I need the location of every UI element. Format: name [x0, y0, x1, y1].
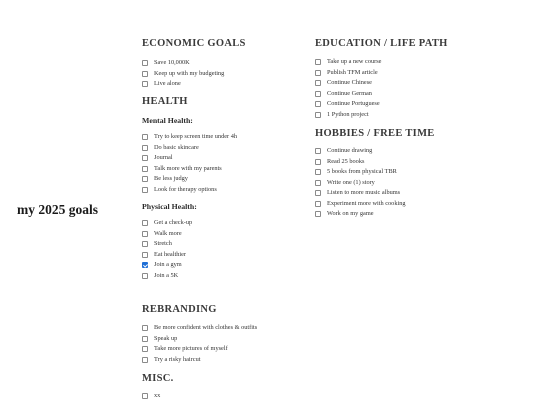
- section-heading-hobbies: HOBBIES / FREE TIME: [315, 128, 435, 139]
- checklist-item-label: xx: [154, 392, 161, 400]
- checklist-item-label: Keep up with my budgeting: [154, 69, 225, 77]
- checkbox[interactable]: [315, 70, 321, 76]
- checklist-item-label: Eat healthier: [154, 250, 186, 258]
- checklist-item-label: Publish TFM article: [327, 68, 378, 76]
- checklist-item-label: Read 25 books: [327, 157, 365, 165]
- checklist-item: [142, 344, 257, 355]
- checkbox[interactable]: [315, 112, 321, 118]
- checklist-rebranding: [142, 323, 257, 365]
- section-heading-rebranding: REBRANDING: [142, 304, 217, 315]
- checklist-item: [142, 174, 237, 185]
- checklist-item: [315, 146, 406, 157]
- checkbox[interactable]: [142, 241, 148, 247]
- checklist-item-label: Stretch: [154, 240, 172, 248]
- checklist-item: [142, 250, 192, 261]
- checklist-item: [315, 157, 406, 168]
- checkbox[interactable]: [142, 176, 148, 182]
- checkbox[interactable]: [315, 211, 321, 217]
- checklist-item: [315, 89, 381, 100]
- checklist-item: [142, 185, 237, 196]
- checklist-item-label: Be less judgy: [154, 175, 188, 183]
- checklist-misc: [142, 391, 160, 402]
- checkbox[interactable]: [315, 59, 321, 65]
- checklist-item: [315, 57, 381, 68]
- checklist-item: [142, 271, 192, 282]
- checklist-item-label: Continue Chinese: [327, 79, 372, 87]
- checklist-item-label: 1 Python project: [327, 110, 369, 118]
- checklist-item: [315, 188, 406, 199]
- checkbox[interactable]: [142, 325, 148, 331]
- checklist-item: [315, 199, 406, 210]
- subheading-mental-health: Mental Health:: [142, 116, 193, 125]
- checklist-item: [142, 132, 237, 143]
- checklist-item-label: Talk more with my parents: [154, 164, 222, 172]
- subheading-physical-health: Physical Health:: [142, 202, 197, 211]
- checklist-item: [315, 178, 406, 189]
- page-title: my 2025 goals: [17, 202, 98, 217]
- checklist-item: [142, 323, 257, 334]
- checklist-item: [142, 334, 257, 345]
- checklist-item-label: Take up a new course: [327, 58, 382, 66]
- checklist-item: [142, 391, 160, 402]
- checklist-item-label: Work on my game: [327, 210, 374, 218]
- checkbox[interactable]: [142, 60, 148, 66]
- section-heading-education: EDUCATION / LIFE PATH: [315, 38, 448, 49]
- checkbox[interactable]: [142, 346, 148, 352]
- checkbox[interactable]: [142, 231, 148, 237]
- checklist-item: [315, 209, 406, 220]
- checkbox[interactable]: [315, 180, 321, 186]
- checkbox[interactable]: [315, 190, 321, 196]
- checkbox[interactable]: [142, 155, 148, 161]
- checklist-item: [142, 79, 224, 90]
- checkbox[interactable]: [315, 91, 321, 97]
- checklist-item-label: Try a risky haircut: [154, 355, 201, 363]
- checkbox[interactable]: [315, 148, 321, 154]
- checklist-item-label: Try to keep screen time under 4h: [154, 133, 238, 141]
- checkbox[interactable]: [142, 336, 148, 342]
- checklist-item: [142, 164, 237, 175]
- checklist-item-label: Listen to more music albums: [327, 189, 401, 197]
- checklist-item: [142, 143, 237, 154]
- checklist-item: [315, 99, 381, 110]
- checklist-item-label: Journal: [154, 154, 173, 162]
- checklist-item-label: Do basic skincare: [154, 143, 199, 151]
- checklist-item-label: Speak up: [154, 334, 178, 342]
- checkbox[interactable]: [315, 80, 321, 86]
- checklist-item: [315, 78, 381, 89]
- checklist-item-label: Look for therapy options: [154, 185, 217, 193]
- checklist-item-label: Save 10,000K: [154, 59, 190, 67]
- checklist-economic: [142, 58, 224, 90]
- checkbox[interactable]: [142, 187, 148, 193]
- checklist-mental-health: [142, 132, 237, 195]
- checkbox[interactable]: [142, 393, 148, 399]
- checklist-item-label: 5 books from physical TBR: [327, 168, 397, 176]
- checklist-item-label: Live alone: [154, 80, 181, 88]
- checkbox-checked[interactable]: [142, 262, 148, 268]
- checklist-physical-health: [142, 218, 192, 281]
- checklist-item-label: Be more confident with clothes & outfits: [154, 324, 258, 332]
- checkbox[interactable]: [315, 159, 321, 165]
- checklist-item: [315, 167, 406, 178]
- checklist-item: [142, 58, 224, 69]
- checklist-hobbies: [315, 146, 406, 220]
- section-heading-misc: MISC.: [142, 373, 174, 384]
- checklist-item-label: Continue Portuguese: [327, 100, 380, 108]
- checkbox[interactable]: [142, 273, 148, 279]
- checklist-item-label: Join a 5K: [154, 271, 179, 279]
- section-heading-health: HEALTH: [142, 96, 188, 107]
- checklist-item: [142, 239, 192, 250]
- checkbox[interactable]: [142, 252, 148, 258]
- checkbox[interactable]: [142, 81, 148, 87]
- checklist-item-label: Walk more: [154, 229, 182, 237]
- checklist-item-label: Take more pictures of myself: [154, 345, 228, 353]
- checklist-item: [315, 110, 381, 121]
- checklist-item: [142, 229, 192, 240]
- checkbox[interactable]: [142, 166, 148, 172]
- checkbox[interactable]: [142, 357, 148, 363]
- checklist-item: [142, 260, 192, 271]
- checklist-item-label: Continue drawing: [327, 147, 373, 155]
- checkbox[interactable]: [315, 101, 321, 107]
- checkbox[interactable]: [315, 201, 321, 207]
- checklist-item-label: Write one (1) story: [327, 178, 375, 186]
- checkbox[interactable]: [142, 145, 148, 151]
- checklist-item-label: Get a check-up: [154, 219, 193, 227]
- checkbox[interactable]: [142, 134, 148, 140]
- checklist-item: [142, 153, 237, 164]
- checkbox[interactable]: [315, 169, 321, 175]
- checklist-item: [142, 69, 224, 80]
- checklist-item-label: Join a gym: [154, 261, 182, 269]
- checklist-item-label: Experiment more with cooking: [327, 199, 406, 207]
- checklist-education: [315, 57, 381, 120]
- checkbox[interactable]: [142, 71, 148, 77]
- checklist-item: [142, 218, 192, 229]
- section-heading-economic: ECONOMIC GOALS: [142, 38, 246, 49]
- checkbox[interactable]: [142, 220, 148, 226]
- checklist-item: [315, 68, 381, 79]
- checklist-item: [142, 355, 257, 366]
- checklist-item-label: Continue German: [327, 89, 372, 97]
